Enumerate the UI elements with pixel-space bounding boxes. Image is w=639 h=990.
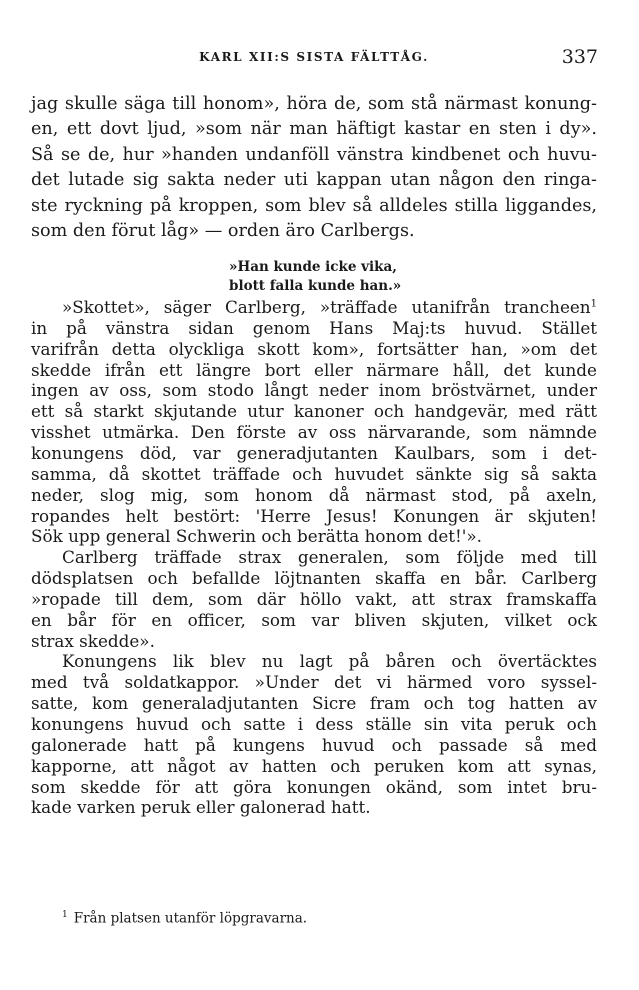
text-line: samma, då skottet träffade och huvudet sänkte sig så sakta: [31, 463, 597, 484]
text-line: konungens huvud och satte i dess ställe sin vita peruk och: [31, 714, 597, 734]
text-line: visshet utmärka. Den förste av oss närvarande, som nämnde: [31, 422, 597, 443]
text-line: in på vänstra sidan genom Hans Maj:ts huvud. Stället: [31, 317, 597, 338]
footnote-text: Från platsen utanför löpgravarna.: [73, 910, 308, 927]
text-line: Carlberg träffade strax generalen, som följde med till: [62, 547, 597, 568]
text-line: som den förut låg» — orden äro Carlbergs.: [31, 221, 415, 241]
text-line: kade varken peruk eller galonerad hatt.: [31, 797, 371, 818]
text-line: Konungens lik blev nu lagt på båren och övertäcktes: [62, 651, 597, 672]
text-line: som skedde för att göra konungen okänd, som intet bru-: [31, 776, 597, 797]
text-line: ingen av oss, som stodo långt neder inom bröstvärnet, under: [31, 380, 597, 401]
text-line: ett så starkt skjutande utur kanoner och handgevär, med rätt: [31, 401, 597, 422]
text-line: Så se de, hur »handen undanföll vänstra kindbenet och huvu-: [31, 144, 597, 165]
running-title: KARL XII:S SISTA FÄLTTÅG.: [199, 50, 429, 64]
text-line: Sök upp general Schwerin och berätta honom det!'».: [31, 526, 483, 547]
text-line: varifrån detta olyckliga skott kom», fortsätter han, »om det: [31, 338, 597, 359]
text-line: satte, kom generaladjutanten Sicre fram och tog hatten av: [31, 693, 597, 714]
text-line: ropandes helt bestört: 'Herre Jesus! Konungen är skjuten!: [31, 505, 597, 526]
text-line: en, ett dovt ljud, »som när man häftigt kastar en sten i dy».: [31, 119, 597, 140]
text-line: [62, 297, 597, 318]
text-line: dödsplatsen och befallde löjtnanten skaffa en bår. Carlberg: [31, 568, 597, 589]
text-line: skedde ifrån ett längre bort eller närmare håll, det kunde: [31, 359, 597, 380]
text-span: »Skottet», säger Carlberg, »träffade utanifrån trancheen: [62, 297, 591, 317]
text-line: det lutade sig sakta neder uti kappan utan någon den ringa-: [31, 170, 597, 191]
text-line: strax skedde».: [31, 630, 155, 651]
page-number: 337: [561, 46, 598, 68]
text-line: jag skulle säga till honom», höra de, som stå närmast konung-: [31, 94, 597, 114]
quote-line: blott falla kunde han.»: [229, 278, 402, 294]
footnote-reference: 1: [590, 298, 597, 310]
text-line: med två soldatkappor. »Under det vi härmed voro syssel-: [31, 672, 597, 693]
text-line: kapporne, att något av hatten och peruken kom att synas,: [31, 755, 597, 776]
text-line: galonerade hatt på kungens huvud och passade så med: [31, 734, 597, 755]
footnote-mark: 1: [62, 910, 68, 920]
footnote: [62, 910, 307, 927]
text-line: konungens död, var generadjutanten Kaulbars, som i det-: [31, 442, 597, 463]
text-line: en bår för en officer, som var bliven skjuten, vilket ock: [31, 609, 597, 630]
running-header: [30, 46, 598, 72]
text-line: ste ryckning på kroppen, som blev så alldeles stilla liggandes,: [31, 195, 597, 216]
text-line: neder, slog mig, som honom då närmast stod, på axeln,: [31, 484, 597, 505]
quote-line: »Han kunde icke vika,: [229, 259, 397, 275]
text-line: »ropade till dem, som där höllo vakt, att strax framskaffa: [31, 588, 597, 609]
